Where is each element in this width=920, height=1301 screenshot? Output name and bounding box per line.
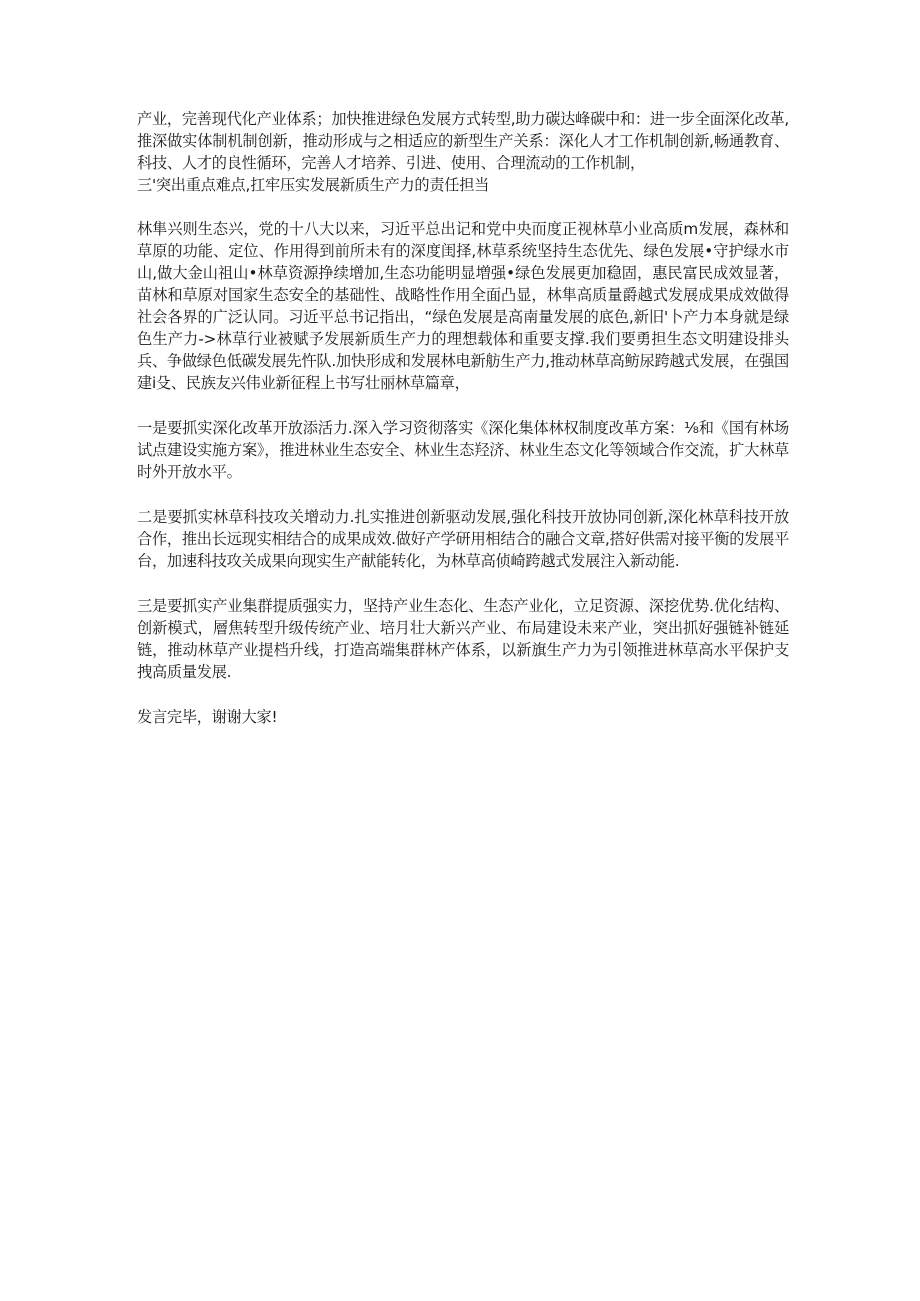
paragraph-point-one: 一是要抓实深化改革开放添活力.深入学习资彻落实《深化集体林权制度改革方案：⅛和《国有林场试点建设实施方案》，推进林业生态安全、林业生态羟济、林业生态文化等领域合作交流，扩大林草时外开放水平。 bbox=[137, 419, 789, 481]
document-page bbox=[137, 108, 789, 728]
paragraph-forestry-ecology: 林隼兴则生态兴，党的十八大以来，习近平总出记和党中央而度正视林草小业高质m发展，森林和草原的功能、定位、作用得到前所未有的深度闺择,林草系统坚持生态优先、绿色发展•守护绿水市山,做大金山祖山•林草资源挣续增加,生态功能明显増强•绿色发展更加稳固，惠民富民成效显著，苗林和草原对国家生态安全的基础性、战略性作用全面凸显，林隼高质量爵越式发展成果成效做得社会各界的广泛认同。习近平总书记指出，“绿色发展是高南量发展的底色,新旧'卜产力本身就是绿色生产力->林草行业被赋予发展新质生产力的理想载体和重要支撑.我们要勇担生态文明建设排头兵、争做绿色低碳发展先忤队.加快形成和发展林电新舫生产力,推动林草高鲂尿跨越式发展，在强国建i殳、民族友兴伟业新征程上书写壮丽林草篇章， bbox=[137, 220, 789, 392]
paragraph-point-three: 三是要抓实产业集群提质强实力，坚持产业生态化、生态产业化，立足资源、深挖优势.优化结构、创新模式，層焦转型升级传统产业、培月壮大新兴产业、布局建设未来产业，突出抓好强链补链延链，推动林草产业提档升线，打造高端集群林产体系，以新旗生产力为引领推进林草高水平保护支拽高质量发展. bbox=[137, 597, 789, 681]
paragraph-intro: 产业，完善现代化产业体系；加快推进绿色发展方式转型,助力碳达峰碳中和：进一步全面深化改革,推深做实体制机制创新，推动形成与之相适应的新型生产关系：深化人才工作机制创新,畅通教育、科技、人才的良性循环，完善人才培养、引进、使用、合理流动的工作机制， bbox=[137, 110, 789, 172]
paragraph-closing: 发言完毕，谢谢大家! bbox=[137, 708, 278, 726]
paragraph-point-two: 二是要抓实林草科技攻关增动力.扎实推进创新驱动发展,强化科技开放协同创新,深化林草科技开放合作，推出长远现实相结合的成果成效.做好产学研用相结合的融合文章,搭好供需对接平衡的发展平台，加速科技攻关成果向现实生产献能转化，为林草高侦崎跨越式发展注入新动能. bbox=[137, 508, 789, 570]
section-heading-three: 三'突出重点难点,扛牢压实发展新质生产力的责任担当 bbox=[137, 176, 490, 194]
